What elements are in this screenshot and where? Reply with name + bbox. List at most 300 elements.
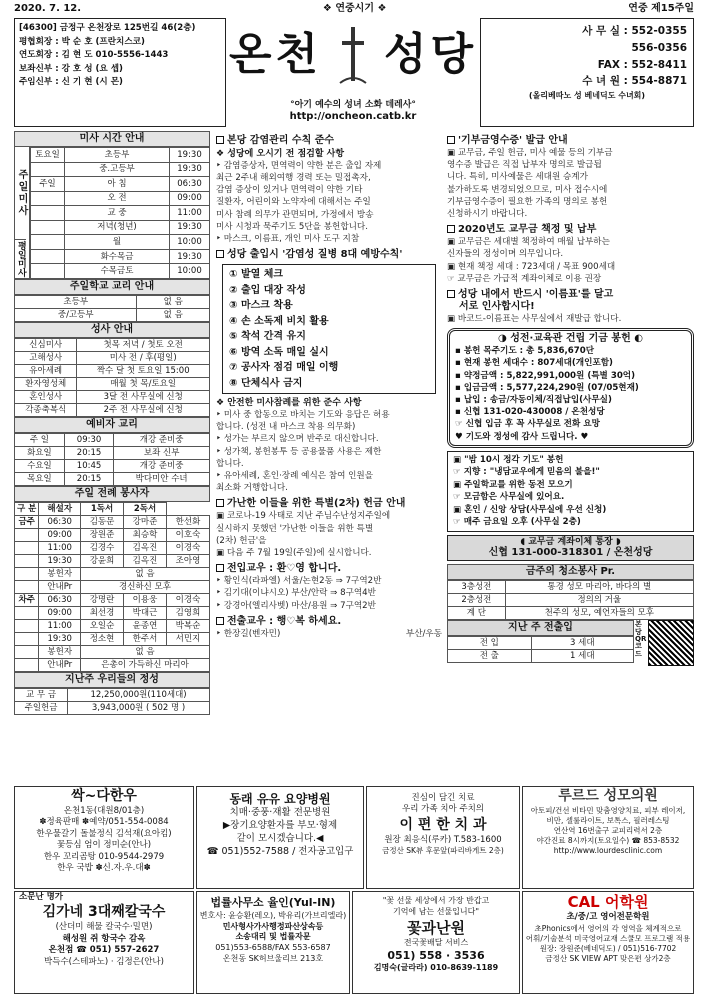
contact-pastor: 주임신부 : 신 기 현 (시 몬) — [19, 77, 123, 88]
transfer-cell: 3 세대 — [531, 637, 633, 650]
receipt-lines — [447, 147, 694, 220]
sacrament-row — [15, 339, 210, 352]
mass-cell: 10:00 — [170, 235, 210, 250]
notice-line: ☞ 매주 금요일 오후 (사무실 2층) — [453, 517, 581, 528]
section-special-collection — [216, 498, 442, 510]
move-out-place: 부산/우동 — [405, 628, 442, 639]
servers-group-cell — [15, 568, 39, 581]
mass-row — [31, 177, 210, 192]
sacrament-row — [15, 365, 210, 378]
ad-clinic-name: 루르드 성모의원 — [558, 788, 658, 804]
dues-line: ▣ 현재 책정 세대 : 723세대 / 목표 900세대 — [447, 261, 616, 272]
servers-row — [15, 646, 210, 659]
ad-clinic-l2: 비만, 셀룰라이트, 보톡스, 필러레스팅 — [546, 816, 670, 826]
ad-clinic-l4: 야간진료 8시까지(토요일수) ☎ 853-8532 — [536, 836, 680, 846]
mass-cell: 10:00 — [170, 264, 210, 279]
ad-law-l2: 민사형사가사행정파산상속등 — [222, 921, 324, 931]
sacrament-row — [15, 391, 210, 404]
finance-cell: 교 무 금 — [15, 689, 68, 702]
servers-row — [15, 555, 210, 568]
contact-list — [19, 22, 221, 90]
dues-lines — [447, 236, 694, 285]
servers-group-cell — [15, 529, 39, 542]
ad-dental[interactable] — [366, 786, 520, 889]
servers-cell: 정소현 — [81, 633, 124, 646]
sacrament-title: 성사 안내 — [14, 322, 210, 338]
servers-cell: 최승학 — [124, 529, 167, 542]
servers-cell: 06:30 — [39, 516, 81, 529]
move-in-lines — [216, 575, 442, 612]
mass-cell: 저녁(청년) — [65, 220, 170, 235]
masthead — [228, 18, 478, 127]
ad-hanwoo-l5: 한우 꼬리곰탕 010-9544-2979 — [43, 851, 165, 862]
notice-line: ▣ 혼인 / 신앙 상담(사무실에 우선 신청) — [453, 504, 607, 515]
servers-cell: 강명란 — [81, 594, 124, 607]
fund-line: ▪ 납입 : 송금/자동이체/직접납입(사무실) — [455, 395, 612, 406]
fund-lines — [455, 345, 686, 443]
prep-cell: 개강 준비중 — [114, 460, 210, 473]
sacrament-cell: 짝수 달 첫 토요일 15:00 — [77, 365, 210, 378]
servers-group-cell — [15, 555, 39, 568]
checkbox-icon — [216, 136, 224, 144]
contact-assistant: 보좌신부 : 강 호 성 (요 셉) — [19, 63, 123, 74]
transfer-cell: 1 세대 — [531, 650, 633, 663]
servers-group-cell — [15, 542, 39, 555]
prep-row — [15, 473, 210, 486]
pre-visit-subtitle: ❖ 성당에 오시기 전 점검할 사항 — [216, 149, 345, 159]
servers-cell: 김경수 — [81, 542, 124, 555]
safe-mass-lines — [216, 409, 442, 494]
account-box — [447, 535, 694, 562]
ad-noodle-l4: 온천점 ☎ 051) 557-2627 — [48, 945, 160, 956]
mass-cell: 중.고등부 — [65, 162, 170, 177]
ad-clinic[interactable] — [522, 786, 694, 889]
sacrament-row — [15, 352, 210, 365]
ad-academy-l3: 어휘/기술분석 미국영어교재 스쿨모 프로그램 적용 — [525, 933, 691, 943]
ad-law-l4: 051)553-6588/FAX 553-6587 — [215, 943, 331, 953]
servers-row — [15, 542, 210, 555]
mass-row — [31, 235, 210, 250]
safe-mass-line: ‣ 미사 중 합동으로 바치는 기도와 응답은 허용 — [216, 410, 390, 421]
finance-row — [15, 702, 210, 715]
ad-academy-l2: 초Phonics에서 영어의 각 영역을 체계적으로 — [534, 923, 682, 933]
nametag-line: ▣ 바코드-이름표는 사무실에서 재발급 합니다. — [447, 314, 622, 325]
receipt-line: 기부금영수증이 필요한 가족의 명의로 봉헌 — [447, 196, 608, 207]
mass-cell: 화수목금 — [65, 249, 170, 264]
ad-dental-l1: 진심이 담긴 치료 — [411, 793, 475, 803]
sacrament-cell: 3달 전 사무실에 신청 — [77, 391, 210, 404]
receipt-line: 신청하시기 바랍니다. — [447, 209, 528, 220]
special-collection-line: ▣ 다음 주 7월 19일(주일)에 실시합니다. — [216, 548, 372, 559]
qr-code-icon[interactable] — [648, 620, 694, 666]
ad-law-l1: 변호사: 윤승환(레오), 박유리(가브리엘라) — [199, 910, 347, 920]
pre-visit-line: ‣ 마스크, 이름표, 개인 미사 도구 지참 — [216, 234, 360, 245]
finance-cell: 주일헌금 — [15, 702, 68, 715]
prep-cell: 20:15 — [64, 447, 114, 460]
servers-cell: 은총이 가득하신 마리아 — [81, 659, 210, 672]
prep-row — [15, 434, 210, 447]
ad-noodle-l1: 소문난 명가 — [19, 892, 64, 902]
servers-group-cell — [15, 646, 39, 659]
eight-rule-item: ② 출입 대장 작성 — [229, 284, 306, 296]
ad-dental-name: 이 편 한 치 과 — [399, 816, 487, 833]
eight-rule-item: ④ 손 소독제 비치 활용 — [229, 315, 329, 327]
transfer-title: 지난 주 전출입 — [447, 620, 634, 636]
right-column — [447, 131, 694, 779]
servers-cell: 19:30 — [39, 555, 81, 568]
mass-row — [31, 220, 210, 235]
transfer-row — [448, 637, 634, 650]
prep-row — [15, 447, 210, 460]
convent-note: (올리베따노 성 베네딕도 수녀회) — [528, 91, 646, 101]
servers-group-cell — [15, 659, 39, 672]
ad-hanwoo[interactable] — [14, 786, 194, 889]
servers-head-cell: 구 분 — [15, 503, 39, 516]
sacrament-cell: 첫목 저녁 / 첫토 오전 — [77, 339, 210, 352]
slogan: °아기 예수의 성녀 소화 데레사° — [290, 100, 416, 110]
prep-cell: 10:45 — [64, 460, 114, 473]
transfer-cell: 전 출 — [448, 650, 532, 663]
sunday-name: 연중 제15주일 — [628, 3, 694, 14]
prep-row — [15, 460, 210, 473]
checkbox-icon — [447, 136, 455, 144]
pre-visit-lines — [216, 160, 442, 245]
servers-row — [15, 568, 210, 581]
special-collection-line: ▣ 코로나-19 사태로 지난 주님수난성지주일에 — [216, 511, 391, 522]
servers-cell: 장원준 — [81, 529, 124, 542]
section-dues — [447, 224, 694, 236]
cleaning-cell: 천주의 성모, 예언자들의 모후 — [505, 607, 693, 620]
servers-row — [15, 633, 210, 646]
transfer-table — [447, 636, 634, 663]
transfer-area — [447, 620, 694, 666]
mass-row — [31, 264, 210, 279]
eight-rules-box — [222, 264, 436, 394]
notice-line: ☞ 모금함은 사무실에 있어요. — [453, 492, 565, 503]
safe-mass-line: ‣ 성가는 부르지 않으며 반주로 대신합니다. — [216, 434, 379, 445]
prep-cell: 개강 준비중 — [114, 434, 210, 447]
checkbox-icon — [216, 499, 224, 507]
mass-cell: 토요일 — [31, 148, 65, 163]
safe-mass-line: 합니다. (성전 내 마스크 착용 의무화) — [216, 422, 356, 433]
servers-cell: 김옥진 — [124, 555, 167, 568]
cleaning-row — [448, 581, 694, 594]
section-nametag-title: 성당 내에서 반드시 '이름표'를 달고 — [458, 289, 614, 301]
mass-cell: 19:30 — [170, 148, 210, 163]
prep-title: 예비자 교리 — [14, 417, 210, 433]
eight-rule-item: ⑤ 착석 간격 유지 — [229, 331, 306, 343]
dues-line: ▣ 교무금은 세대별 책정하여 매월 납부하는 — [447, 237, 610, 248]
school-title: 주일학교 교리 안내 — [14, 279, 210, 295]
mass-row — [31, 148, 210, 163]
title-row — [228, 18, 478, 92]
section-eight-rules — [216, 249, 442, 261]
safe-mass-line: ‣ 성가책, 봉헌봉투 등 공용물품 사용은 제한 — [216, 446, 382, 457]
prep-cell: 20:15 — [64, 473, 114, 486]
ad-academy-l4: 원장: 장원준(베네딕도) / 051)516-7702 — [539, 943, 677, 953]
ad-clinic-l5: http://www.lourdesclinic.com — [553, 846, 663, 856]
mass-cell — [31, 162, 65, 177]
servers-cell: 박복순 — [166, 620, 209, 633]
mass-row — [31, 206, 210, 221]
servers-cell: 06:30 — [39, 594, 81, 607]
mass-title: 미사 시간 안내 — [14, 131, 210, 147]
sacrament-cell: 미사 전 / 후(평일) — [77, 352, 210, 365]
school-row — [15, 309, 210, 322]
left-column — [14, 131, 210, 715]
pre-visit-line: 미사 참례 의무가 관면되며, 가정에서 방송 — [216, 209, 374, 220]
cleaning-cell: 계 단 — [448, 607, 506, 620]
receipt-line: ▣ 교무금, 주일 헌금, 미사 예물 등의 기부금 — [447, 148, 613, 158]
ad-florist-name: 꽃과난원 — [407, 918, 465, 937]
ad-noodle-name: 김가네 3대째칼국수 — [42, 904, 166, 921]
ad-noodle-l2: (산더미 해물 칼국수·밀면) — [55, 922, 153, 933]
servers-cell: 이경숙 — [166, 542, 209, 555]
servers-table — [14, 502, 210, 672]
section-move-out-title: 전출교우 : 행♡복 하세요. — [227, 615, 342, 627]
safe-mass-line: 최소화 거행합니다. — [216, 483, 288, 494]
mass-cell — [31, 249, 65, 264]
school-cell: 중/고등부 — [15, 309, 137, 322]
special-collection-line: 실시하지 못했던 '가난한 이들을 위한 특별 — [216, 523, 374, 534]
prep-cell: 박다미안 수녀 — [114, 473, 210, 486]
school-cell: 없 음 — [137, 296, 210, 309]
servers-group-cell — [15, 607, 39, 620]
prep-cell: 목요일 — [15, 473, 65, 486]
ad-law-l3: 소송대리 및 법률자문 — [235, 932, 311, 942]
ad-hospital-l2: ▶장기요양환자를 부모·형제 — [222, 820, 338, 831]
cross-icon — [338, 25, 368, 85]
move-in-line: ‣ 김기대(이냐시오) 부산/안락 ⇒ 8구역4반 — [216, 588, 376, 599]
section-move-out — [216, 616, 442, 628]
servers-title: 주일 전례 봉사자 — [14, 486, 210, 502]
checkbox-icon — [216, 250, 224, 258]
ad-academy-l1: 초/중/고 영어전문학원 — [566, 912, 650, 923]
servers-row — [15, 659, 210, 672]
contact-council: 평협회장 : 박 순 호 (프란치스코) — [19, 36, 145, 47]
mass-table — [14, 147, 210, 279]
checkbox-icon — [447, 290, 455, 298]
section-special-collection-title: 가난한 이들을 위한 특별(2차) 헌금 안내 — [227, 498, 406, 510]
prep-cell: 주 일 — [15, 434, 65, 447]
servers-cell: 봉헌자 — [39, 568, 81, 581]
ad-hanwoo-l1: 온천1동(대원8/01층) — [63, 805, 145, 816]
checkbox-icon — [216, 564, 224, 572]
site-url[interactable]: http://oncheon.catb.kr — [289, 110, 417, 122]
pre-visit-line: ‣ 감염증상자, 면역력이 약한 분은 출입 자제 — [216, 160, 382, 171]
ad-hospital[interactable] — [196, 786, 364, 889]
fund-line: ▪ 입금금액 : 5,577,224,290원 (07/05현재) — [455, 382, 639, 393]
move-in-line: ‣ 강경아(엘리사벳) 마산/용원 ⇒ 7구역2반 — [216, 600, 376, 611]
weekday-mass-label: 평일미사 — [15, 241, 26, 277]
servers-row — [15, 581, 210, 594]
mass-row — [31, 191, 210, 206]
cleaning-cell: 정의의 거울 — [505, 594, 693, 607]
eight-rule-item: ⑦ 공사자 점검 매일 이행 — [229, 362, 339, 374]
notice-box — [447, 451, 694, 532]
servers-cell: 서민지 — [166, 633, 209, 646]
servers-row — [15, 529, 210, 542]
transfer-block — [447, 620, 634, 666]
school-cell: 없 음 — [137, 309, 210, 322]
cleaning-row — [448, 594, 694, 607]
contact-address: [46300] 금정구 온천장로 125번길 46(2층) — [19, 23, 196, 33]
finance-cell: 3,943,000원 ( 502 명 ) — [68, 702, 210, 715]
section-nametag — [447, 289, 694, 301]
ad-noodle[interactable] — [14, 891, 194, 994]
school-table — [14, 295, 210, 322]
finance-row — [15, 689, 210, 702]
sacrament-cell: 환자영성체 — [15, 378, 77, 391]
servers-cell: 김동문 — [81, 516, 124, 529]
section-infection-rules-title: 본당 감염관리 수칙 준수 — [227, 135, 335, 146]
fund-line: ▪ 봉헌 목주기도 : 총 5,836,670단 — [455, 346, 595, 357]
sacrament-cell: 매월 첫 목/토요일 — [77, 378, 210, 391]
sacrament-cell: 고해성사 — [15, 352, 77, 365]
sacrament-cell: 유아세례 — [15, 365, 77, 378]
sacrament-table — [14, 338, 210, 417]
servers-cell: 19:30 — [39, 633, 81, 646]
ad-florist-l1: "꽃 선물 세상에서 가장 반갑고 — [382, 896, 490, 905]
sunday-mass-label: 주일미사 — [16, 169, 27, 217]
section-move-in — [216, 563, 442, 575]
mass-cell: 06:30 — [170, 177, 210, 192]
title-right: 성당 — [384, 28, 478, 80]
servers-cell: 강마준 — [124, 516, 167, 529]
sacrament-cell: 신심미사 — [15, 339, 77, 352]
servers-cell: 경신하신 모후 — [81, 581, 210, 594]
mass-cell: 19:30 — [170, 249, 210, 264]
top-bar — [14, 3, 694, 15]
safe-mass-subtitle: ❖ 안전한 미사참례를 위한 준수 사항 — [216, 398, 362, 409]
convent-phone: 수 녀 원 : 554-8871 — [582, 75, 687, 88]
mass-row — [31, 162, 210, 177]
ad-dental-l2: 우리 가족 치아 주치의 — [401, 804, 484, 815]
ad-hospital-l1: 치매·중풍·재활 전문병원 — [229, 807, 331, 819]
section-receipt — [447, 135, 694, 147]
ad-law[interactable] — [196, 891, 350, 994]
finance-cell: 12,250,000원(110세대) — [68, 689, 210, 702]
ad-florist-l4: 김명숙(글라라) 010-8639-1189 — [373, 963, 499, 973]
cleaning-cell: 3층성전 — [448, 581, 506, 594]
account-number: 신협 131-000-318301 / 온천성당 — [488, 547, 653, 559]
contact-prayer: 연도회장 : 김 현 도 010-5556-1443 — [19, 50, 169, 61]
servers-row — [15, 594, 210, 607]
contact-box — [14, 18, 226, 127]
mass-cell: 19:30 — [170, 162, 210, 177]
servers-cell: 이용웅 — [124, 594, 167, 607]
servers-row — [15, 620, 210, 633]
mass-cell: 19:30 — [170, 220, 210, 235]
eight-rule-item: ⑧ 단체식사 금지 — [229, 377, 303, 389]
servers-head-cell: 1독서 — [81, 503, 124, 516]
mass-cell — [31, 191, 65, 206]
servers-cell: 최선경 — [81, 607, 124, 620]
servers-cell: 조아영 — [166, 555, 209, 568]
office-phone2: 556-0356 — [631, 41, 687, 54]
ad-clinic-l3: 연산역 16번출구 교피리력서 2층 — [553, 826, 663, 836]
pre-visit-line: 감염 증상이 있거나 면역력이 약한 기타 — [216, 185, 363, 196]
sacrament-cell: 2주 전 사무실에 신청 — [77, 404, 210, 417]
servers-cell: 09:00 — [39, 607, 81, 620]
ad-law-name: 법률사무소 율인(Yul-IN) — [210, 896, 336, 909]
fund-line: ▪ 현재 봉헌 세대수 : 807세대(개인포함) — [455, 358, 613, 369]
servers-cell: 이호숙 — [166, 529, 209, 542]
servers-cell: 강윤희 — [81, 555, 124, 568]
finance-table — [14, 688, 210, 715]
mass-cell: 주일 — [31, 177, 65, 192]
mass-cell: 초등부 — [65, 148, 170, 163]
ad-florist-phone: 051) 558 · 3536 — [387, 948, 485, 962]
liturgical-season: ❖ 연중시기 ❖ — [322, 3, 387, 14]
mass-cell: 교 중 — [65, 206, 170, 221]
receipt-line: 니다. 특히, 미사예물은 세대원 승계가 — [447, 172, 588, 183]
ad-dental-l3: 원장 최응식(루카) T.583-1600 — [384, 834, 502, 845]
mass-cell: 월 — [65, 235, 170, 250]
servers-cell: 오일순 — [81, 620, 124, 633]
prep-table — [14, 433, 210, 486]
mass-cell: 아 침 — [65, 177, 170, 192]
school-row — [15, 296, 210, 309]
ad-academy[interactable] — [522, 891, 694, 994]
section-move-in-title: 전입교우 : 환♡영 합니다. — [227, 563, 342, 575]
servers-cell: 09:00 — [39, 529, 81, 542]
servers-group-cell — [15, 581, 39, 594]
qr-label: 본당 QR 코드 — [635, 620, 647, 658]
transfer-row — [448, 650, 634, 663]
sacrament-cell: 각종축복식 — [15, 404, 77, 417]
ad-dental-l4: 금정산 SK뷰 후문앞(파리바게트 2층) — [382, 846, 504, 856]
ad-florist[interactable] — [352, 891, 520, 994]
section-receipt-title: '기부금영수증' 발급 안내 — [458, 135, 568, 146]
mass-cell: 11:00 — [170, 206, 210, 221]
school-cell: 초등부 — [15, 296, 137, 309]
fund-title: ◑ 성전·교육관 건립 기금 봉헌 ◐ — [498, 333, 643, 345]
sacrament-cell: 혼인성사 — [15, 391, 77, 404]
ad-clinic-l1: 아토피/건선 비타민 맞춤영양치료, 피부 레이저, — [530, 805, 686, 815]
office-fax: FAX : 552-8411 — [597, 58, 687, 71]
mass-row — [31, 249, 210, 264]
servers-group-cell — [15, 620, 39, 633]
fund-line: ☞ 신협 입금 후 꼭 사무실로 전화 요망 — [455, 419, 600, 430]
mass-day-labels — [14, 147, 30, 279]
eight-rule-item: ③ 마스크 착용 — [229, 300, 293, 312]
pre-visit-line: 최근 2주내 해외여행 경력 또는 밀접촉자, — [216, 173, 371, 183]
ad-hospital-name: 동래 유유 요양병원 — [229, 792, 331, 806]
mass-cell — [31, 264, 65, 279]
servers-group-cell: 차주 — [15, 594, 39, 607]
account-title: ◖ 교무금 계좌이체 통장 ◗ — [520, 536, 621, 547]
dues-line: 신자들의 정성이며 의무입니다. — [447, 249, 564, 260]
ad-noodle-l5: 박득수(스테파노) · 김정은(안나) — [44, 956, 164, 967]
cleaning-cell: 통경 성모 마리아, 바다의 별 — [505, 581, 693, 594]
sacrament-row — [15, 378, 210, 391]
notice-line: ☞ 지향 : "냉담교우에게 믿음의 불을!" — [453, 467, 600, 478]
cleaning-title: 금주의 청소봉사 Pr. — [447, 564, 694, 580]
office-box — [480, 18, 694, 127]
ad-hanwoo-l4: 꽃등심 엄이 정미순(안나) — [56, 840, 152, 851]
fund-box — [447, 328, 694, 448]
ad-hanwoo-l3: 한우물갈기 돌불정식 김석재(요아킴) — [36, 828, 172, 839]
mass-cell — [31, 220, 65, 235]
ad-hospital-l3: 같이 모시겠습니다.◀ — [236, 832, 324, 844]
checkbox-icon — [447, 225, 455, 233]
prep-cell: 화요일 — [15, 447, 65, 460]
receipt-line: 영수증 발급은 직접 납부자 명의로 발급됩 — [447, 160, 602, 171]
special-collection-lines — [216, 510, 442, 559]
eight-rule-item: ⑥ 방역 소독 매일 실시 — [229, 346, 329, 358]
servers-cell: 김옥진 — [124, 542, 167, 555]
